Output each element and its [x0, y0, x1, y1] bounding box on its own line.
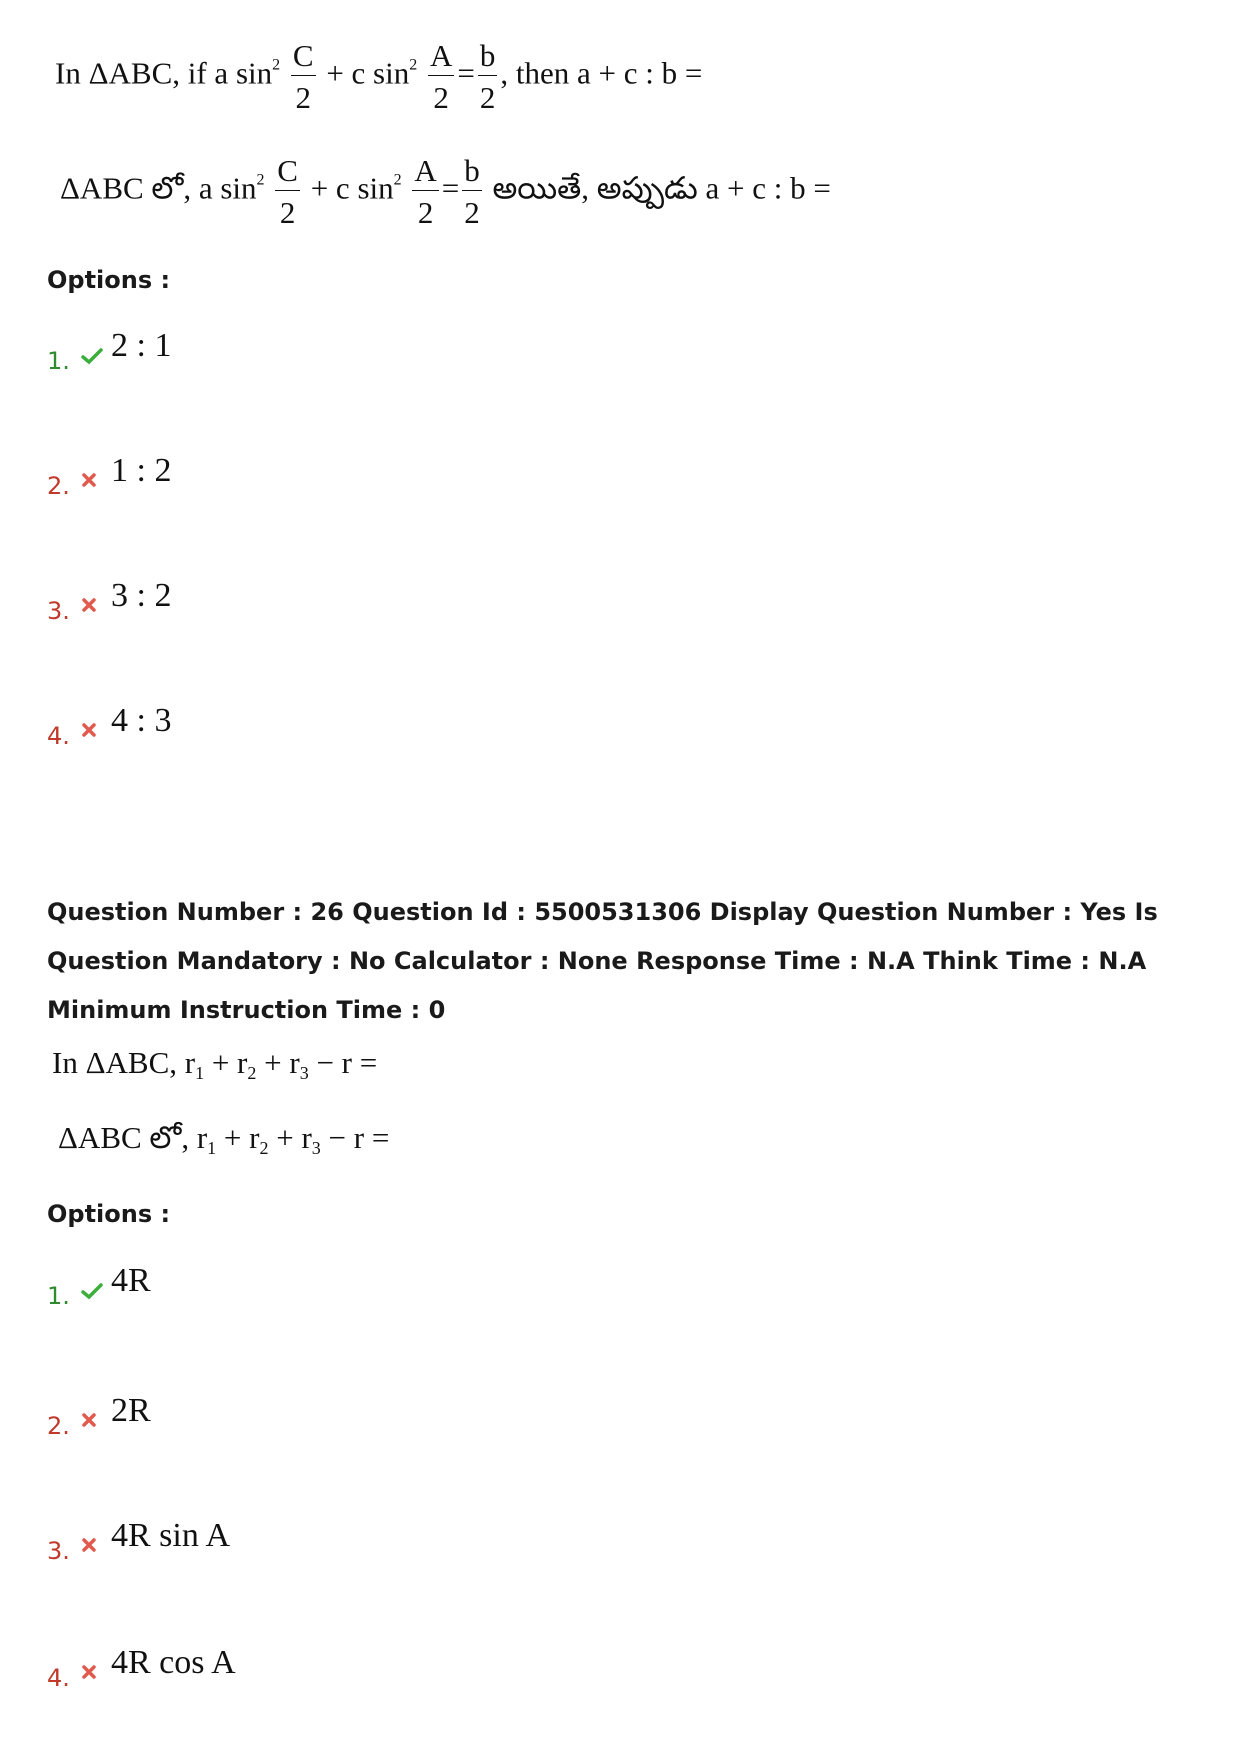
question-26-telugu: ΔABC లో, $r_1 + r_2 + r_3 - r$ =	[58, 1120, 390, 1158]
cross-icon	[81, 1390, 111, 1432]
cross-icon	[81, 1642, 111, 1684]
question-26-english: In ΔABC, $r_1 + r_2 + r_3 - r$ =	[52, 1045, 378, 1083]
q25-option-1: 1. 2 : 1	[47, 327, 172, 375]
q26-option-3: 3. 4R sin A	[47, 1517, 231, 1565]
q26-option-2: 2. 2R	[47, 1392, 151, 1440]
cross-icon	[81, 700, 111, 742]
cross-icon	[81, 1515, 111, 1557]
question-26-meta: Question Number : 26 Question Id : 5500531306 Display Question Number : Yes Is Question Mandatory : No Calculator : None Response Time : N.A Think Time : N.A Minimum Instruction Time : 0	[47, 898, 1158, 1024]
check-icon	[81, 325, 111, 369]
question-25-telugu: ΔABC లో, a $\sin^2$ $\frac{C}{2}$ + c $\sin^2$ $\frac{A}{2}$ = $\frac{b}{2}$ అయితే, అప్పుడు a + c : b =	[60, 153, 831, 230]
q25-option-4: 4. 4 : 3	[47, 702, 172, 750]
q25-option-3: 3. 3 : 2	[47, 577, 172, 625]
q26-option-1: 1. 4R	[47, 1262, 151, 1310]
cross-icon	[81, 575, 111, 617]
options-label-q26: Options :	[47, 1200, 171, 1228]
question-25-english: In ΔABC, if a $\sin^2$ $\frac{C}{2}$ + c $\sin^2$ $\frac{A}{2}$ = $\frac{b}{2}$ , then a + c : b =	[55, 38, 703, 115]
options-label-q25: Options :	[47, 266, 171, 294]
check-icon	[81, 1260, 111, 1304]
q26-option-4: 4. 4R cos A	[47, 1644, 236, 1692]
q25-option-2: 2. 1 : 2	[47, 452, 172, 500]
cross-icon	[81, 450, 111, 492]
